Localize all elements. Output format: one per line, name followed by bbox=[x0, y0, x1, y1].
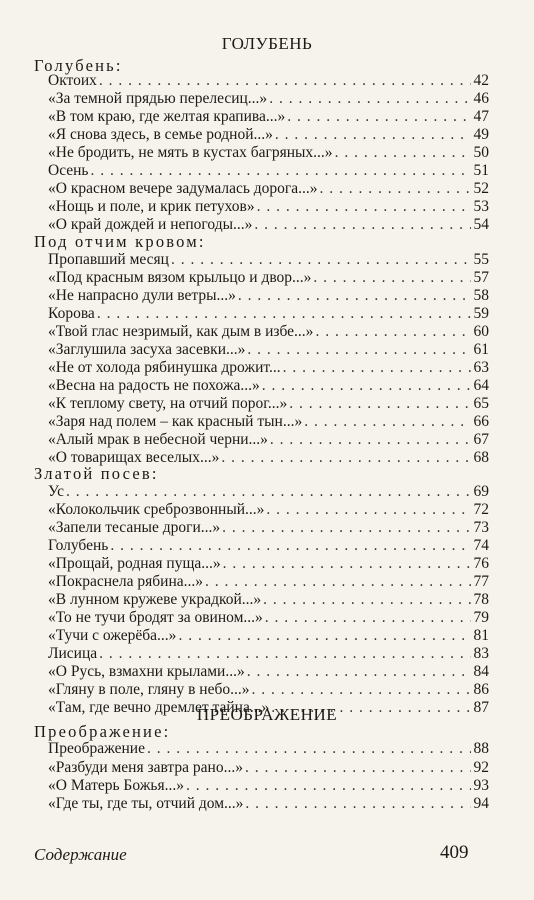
dot-leader bbox=[289, 394, 471, 414]
toc-entry bbox=[48, 89, 489, 109]
entry-page: 94 bbox=[473, 795, 489, 812]
entry-title: Пропавший месяц bbox=[48, 251, 169, 268]
toc-entry bbox=[48, 758, 489, 778]
entry-title: «Алый мрак в небесной черни...» bbox=[48, 431, 268, 448]
entry-page: 52 bbox=[473, 180, 489, 197]
entry-title: «Нощь и поле, и крик петухов» bbox=[48, 198, 255, 215]
toc-entry bbox=[48, 340, 489, 360]
toc-entry bbox=[48, 394, 489, 414]
entry-title: «Тучи с ожерёба...» bbox=[48, 627, 177, 644]
toc-entry bbox=[48, 161, 489, 181]
entry-page: 67 bbox=[473, 431, 489, 448]
entry-page: 88 bbox=[473, 740, 489, 757]
entry-title: «Прощай, родная пуща...» bbox=[48, 555, 221, 572]
toc-entry bbox=[48, 518, 489, 538]
entry-page: 47 bbox=[473, 108, 489, 125]
entry-page: 73 bbox=[473, 519, 489, 536]
dot-leader bbox=[91, 161, 471, 181]
dot-leader bbox=[247, 662, 471, 682]
toc-entry bbox=[48, 430, 489, 450]
entry-title: «В лунном кружеве украдкой...» bbox=[48, 591, 262, 608]
dot-leader bbox=[238, 286, 471, 306]
entry-page: 81 bbox=[473, 627, 489, 644]
entry-title: «За темной прядью перелесиц...» bbox=[48, 90, 268, 107]
entry-title: «Разбуди меня завтра рано...» bbox=[48, 759, 243, 776]
toc-entry bbox=[48, 626, 489, 646]
entry-title: «Гляну в поле, гляну в небо...» bbox=[48, 681, 250, 698]
dot-leader bbox=[222, 518, 471, 538]
dot-leader bbox=[245, 758, 471, 778]
entry-title: «О товарищах веселых...» bbox=[48, 449, 220, 466]
section-title: Преображение: bbox=[34, 722, 171, 741]
dot-leader bbox=[320, 179, 471, 199]
entry-page: 53 bbox=[473, 198, 489, 215]
dot-leader bbox=[269, 89, 471, 109]
entry-page: 65 bbox=[473, 395, 489, 412]
entry-page: 93 bbox=[473, 777, 489, 794]
dot-leader bbox=[257, 197, 471, 217]
entry-title: «Не бродить, не мять в кустах багряных...» bbox=[48, 144, 333, 161]
entry-title: «Колокольчик среброзвонный...» bbox=[48, 501, 265, 518]
dot-leader bbox=[254, 215, 471, 235]
entry-title: Корова bbox=[48, 305, 95, 322]
toc-entry bbox=[48, 776, 489, 796]
entry-title: «Где ты, где ты, отчий дом...» bbox=[48, 795, 244, 812]
toc-entry bbox=[48, 794, 489, 814]
entry-title: «О Русь, взмахни крылами...» bbox=[48, 663, 245, 680]
entry-title: «К теплому свету, на отчий порог...» bbox=[48, 395, 288, 412]
entry-page: 86 bbox=[473, 681, 489, 698]
entry-page: 84 bbox=[473, 663, 489, 680]
entry-page: 77 bbox=[473, 573, 489, 590]
dot-leader bbox=[283, 358, 471, 378]
entry-title: «Заря над полем – как красный тын...» bbox=[48, 413, 303, 430]
entry-title: «Под красным вязом крыльцо и двор...» bbox=[48, 269, 312, 286]
entry-page: 92 bbox=[473, 759, 489, 776]
entry-page: 42 bbox=[473, 72, 489, 89]
entry-page: 74 bbox=[473, 537, 489, 554]
dot-leader bbox=[178, 626, 471, 646]
toc-entry bbox=[48, 71, 489, 91]
entry-page: 87 bbox=[473, 699, 489, 716]
entry-title: «Там, где вечно дремлет тайна...» bbox=[48, 699, 270, 716]
dot-leader bbox=[270, 430, 471, 450]
entry-title: «Покраснела рябина...» bbox=[48, 573, 204, 590]
toc-entry bbox=[48, 179, 489, 199]
toc-entry bbox=[48, 107, 489, 127]
dot-leader bbox=[313, 268, 471, 288]
entry-title: Голубень bbox=[48, 537, 109, 554]
entry-title: Преображение bbox=[48, 740, 145, 757]
toc-entry bbox=[48, 322, 489, 342]
dot-leader bbox=[110, 536, 471, 556]
dot-leader bbox=[186, 776, 471, 796]
dot-leader bbox=[265, 608, 471, 628]
entry-page: 55 bbox=[473, 251, 489, 268]
running-title: Содержание bbox=[34, 845, 127, 864]
entry-title: «Заглушила засуха засевки...» bbox=[48, 341, 246, 358]
dot-leader bbox=[205, 572, 471, 592]
section-title: Златой посев: bbox=[34, 464, 159, 483]
entry-page: 68 bbox=[473, 449, 489, 466]
toc-entry bbox=[48, 739, 489, 759]
toc-entry bbox=[48, 143, 489, 163]
dot-leader bbox=[223, 554, 471, 574]
entry-page: 69 bbox=[473, 483, 489, 500]
entry-page: 78 bbox=[473, 591, 489, 608]
toc-entry bbox=[48, 482, 489, 502]
entry-page: 66 bbox=[473, 413, 489, 430]
toc-entry bbox=[48, 376, 489, 396]
dot-leader bbox=[266, 500, 471, 520]
entry-page: 54 bbox=[473, 216, 489, 233]
entry-title: «То не тучи бродят за овином...» bbox=[48, 609, 263, 626]
entry-page: 46 bbox=[473, 90, 489, 107]
page-number: 409 bbox=[440, 842, 469, 863]
toc-entry bbox=[48, 412, 489, 432]
entry-title: «Не напрасно дули ветры...» bbox=[48, 287, 236, 304]
toc-entry bbox=[48, 536, 489, 556]
entry-page: 61 bbox=[473, 341, 489, 358]
dot-leader bbox=[263, 590, 471, 610]
entry-page: 49 bbox=[473, 126, 489, 143]
toc-entry bbox=[48, 125, 489, 145]
dot-leader bbox=[245, 794, 471, 814]
dot-leader bbox=[287, 107, 471, 127]
dot-leader bbox=[304, 412, 471, 432]
toc-entry bbox=[48, 286, 489, 306]
entry-title: «В том краю, где желтая крапива...» bbox=[48, 108, 286, 125]
entry-title: «О красном вечере задумалась дорога...» bbox=[48, 180, 318, 197]
entry-title: «Я снова здесь, в семье родной...» bbox=[48, 126, 273, 143]
dot-leader bbox=[275, 125, 471, 145]
toc-entry bbox=[48, 500, 489, 520]
entry-page: 50 bbox=[473, 144, 489, 161]
entry-title: Октоих bbox=[48, 72, 97, 89]
entry-title: «О край дождей и непогоды...» bbox=[48, 216, 253, 233]
entry-title: Осень bbox=[48, 162, 89, 179]
dot-leader bbox=[99, 71, 471, 91]
dot-leader bbox=[171, 250, 471, 270]
entry-page: 64 bbox=[473, 377, 489, 394]
toc-entry bbox=[48, 662, 489, 682]
entry-title: «Весна на радость не похожа...» bbox=[48, 377, 260, 394]
entry-page: 79 bbox=[473, 609, 489, 626]
dot-leader bbox=[315, 322, 471, 342]
toc-entry bbox=[48, 268, 489, 288]
dot-leader bbox=[97, 304, 471, 324]
entry-page: 57 bbox=[473, 269, 489, 286]
entry-title: «Запели тесаные дроги...» bbox=[48, 519, 221, 536]
toc-entry bbox=[48, 197, 489, 217]
toc-entry bbox=[48, 250, 489, 270]
dot-leader bbox=[335, 143, 471, 163]
toc-entry bbox=[48, 608, 489, 628]
entry-page: 83 bbox=[473, 645, 489, 662]
toc-entry bbox=[48, 572, 489, 592]
dot-leader bbox=[247, 340, 471, 360]
entry-title: Ус bbox=[48, 483, 64, 500]
entry-title: «О Матерь Божья...» bbox=[48, 777, 184, 794]
dot-leader bbox=[147, 739, 471, 759]
dot-leader bbox=[99, 644, 471, 664]
entry-title: «Не от холода рябинушка дрожит... bbox=[48, 359, 281, 376]
entry-page: 72 bbox=[473, 501, 489, 518]
entry-page: 63 bbox=[473, 359, 489, 376]
entry-page: 51 bbox=[473, 162, 489, 179]
toc-entry bbox=[48, 554, 489, 574]
entry-page: 59 bbox=[473, 305, 489, 322]
entry-page: 58 bbox=[473, 287, 489, 304]
section-title: Под отчим кровом: bbox=[34, 232, 206, 251]
toc-entry bbox=[48, 590, 489, 610]
toc-entry bbox=[48, 644, 489, 664]
dot-leader bbox=[221, 448, 471, 468]
toc-entry bbox=[48, 358, 489, 378]
entry-title: «Твой глас незримый, как дым в избе...» bbox=[48, 323, 314, 340]
entry-title: Лисица bbox=[48, 645, 98, 662]
entry-page: 76 bbox=[473, 555, 489, 572]
heading-golouben: ГОЛУБЕНЬ bbox=[221, 34, 313, 53]
section-title: Голубень: bbox=[34, 56, 123, 75]
toc-entry bbox=[48, 680, 489, 700]
entry-page: 60 bbox=[473, 323, 489, 340]
toc-entry bbox=[48, 304, 489, 324]
dot-leader bbox=[251, 680, 471, 700]
dot-leader bbox=[262, 376, 471, 396]
dot-leader bbox=[66, 482, 471, 502]
heading-preobrazhenie: ПРЕОБРАЖЕНИЕ bbox=[196, 705, 338, 724]
